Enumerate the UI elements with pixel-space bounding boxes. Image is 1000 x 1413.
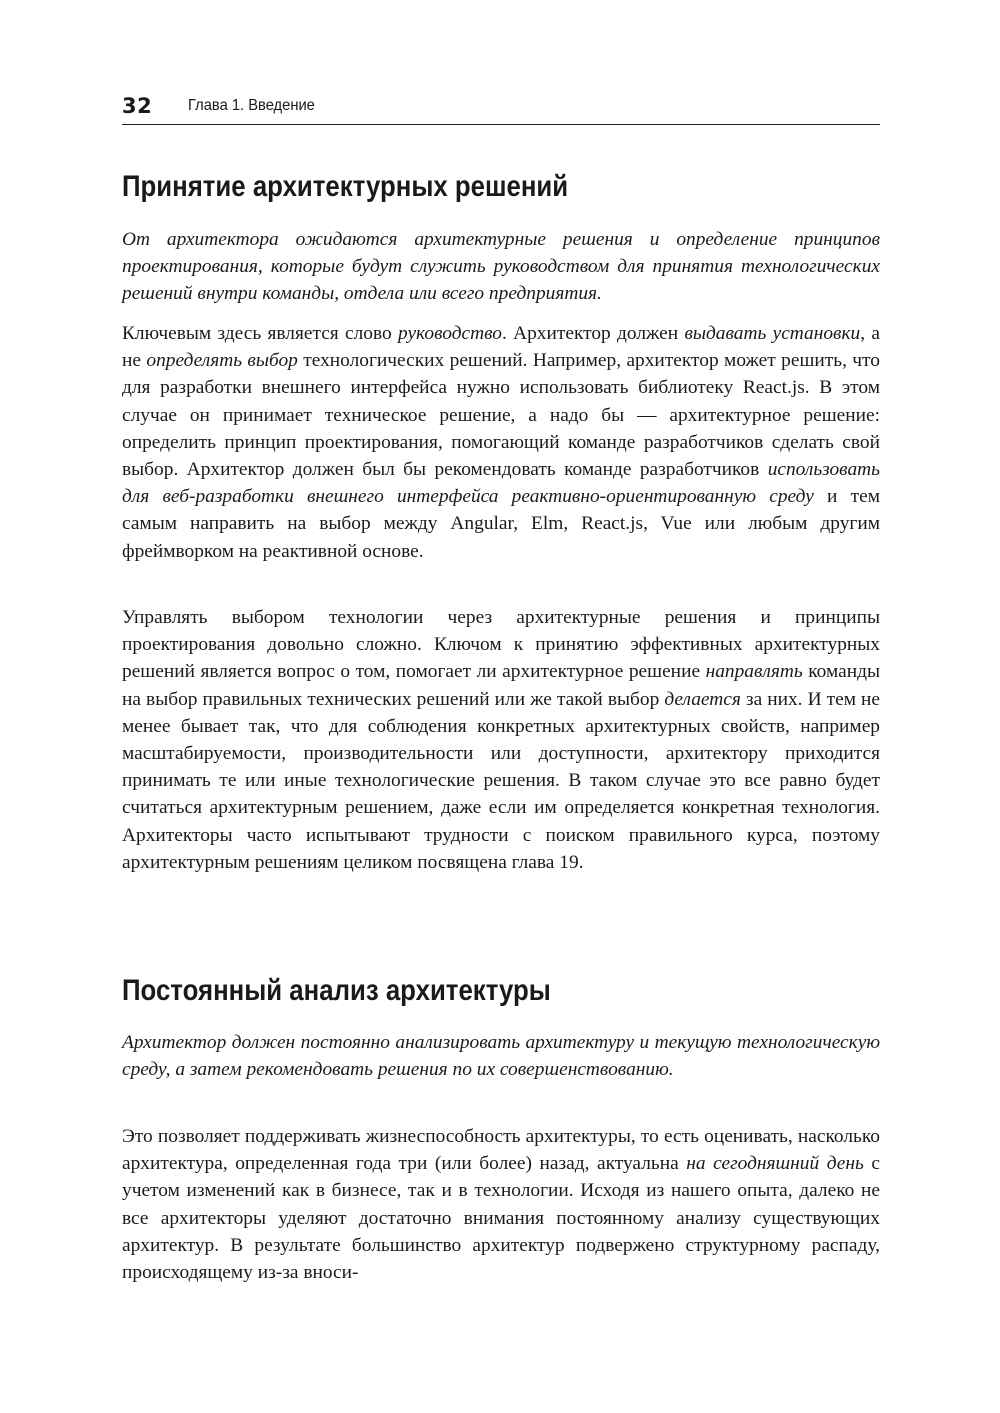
paragraph	[122, 604, 880, 876]
section-lead-decisions: От архитектора ожидаются архитектурные решения и определение принципов проектирования, которые будут служить руководством для принятия технологических решений внутри команды, отдела или всего предприятия.	[122, 229, 880, 305]
emphasis-run: руководство	[398, 323, 502, 344]
emphasis-run: делается	[664, 688, 741, 710]
text-run: . Архитектор должен	[501, 323, 685, 344]
emphasis-run: направлять	[705, 661, 803, 683]
text-run: Ключевым здесь является слово	[122, 323, 399, 344]
paragraph	[122, 320, 880, 565]
chapter-title: Глава 1. Введение	[188, 97, 315, 114]
text-run: с учетом изменений как в бизнесе, так и в технологии. Исходя из нашего опыта, далеко не все архитекторы уделяют достаточно внимания постоянному анализу существующих архитектур. В результате большинство архитектур подвержено структурному распаду, происходящему из-за вноси-	[122, 1153, 880, 1284]
text-run: и тем самым направить на выбор между Angular, Elm, React.js, Vue или любым другим фреймворком на реактивной основе.	[122, 486, 880, 562]
text-run: Управлять выбором технологии через архитектурные решения и принципы проектирования довольно сложно. Ключом к принятию эффективных архитектурных решений является вопрос о том, помогает ли архитектурное решение	[122, 607, 880, 683]
paragraph	[122, 1123, 880, 1286]
text-run: технологических решений. Например, архитектор может решить, что для разработки внешнего интерфейса нужно использовать библиотеку React.js. В этом случае он принимает техническое решение, а надо бы — архитектурное решение: определить принцип проектирования, помогающий команде разработчиков сделать свой выбор. Архитектор должен был бы рекомендовать команде разработчиков	[122, 350, 880, 481]
section-lead-analysis: Архитектор должен постоянно анализировать архитектуру и текущую технологическую среду, а затем рекомендовать решения по их совершенствованию.	[122, 1032, 880, 1081]
emphasis-run: определять выбор	[146, 350, 298, 372]
text-run: Это позволяет поддерживать жизнеспособность архитектуры, то есть оценивать, насколько архитектура, определенная года три (или более) назад, актуальна	[122, 1126, 880, 1175]
emphasis-run: на сегодняшний день	[686, 1153, 864, 1175]
emphasis-run: выдавать установки	[684, 323, 861, 344]
section-heading-decisions: Принятие архитектурных решений	[122, 170, 569, 203]
text-run: команды на выбор правильных технических решений или же такой выбор	[122, 661, 881, 710]
emphasis-run: использовать для веб-разработки внешнего интерфейса реактивно-ориентированную среду	[122, 459, 880, 508]
page-number: 32	[122, 94, 153, 118]
text-run: за них. И тем не менее бывает так, что для соблюдения конкретных архитектурных свойств, например масштабируемости, производительности или доступности, архитектору приходится принимать те или иные технологические решения. В таком случае это все равно будет считаться архитектурным решением, даже если им определяется конкретная технология. Архитекторы часто испытывают трудности с поиском правильного курса, поэтому архитектурным решениям целиком посвящена глава 19.	[122, 688, 881, 873]
section-heading-analysis: Постоянный анализ архитектуры	[122, 974, 551, 1007]
text-run: , а не	[122, 323, 880, 372]
running-header	[122, 88, 880, 125]
